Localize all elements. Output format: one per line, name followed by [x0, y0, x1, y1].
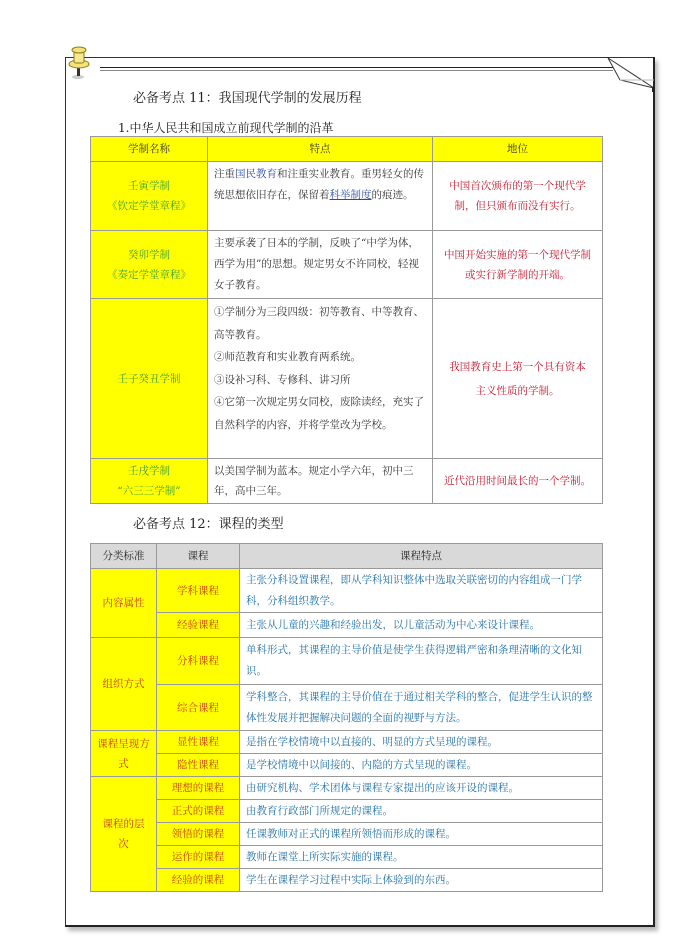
feature-text: 注重	[214, 168, 235, 180]
course-name: 显性课程	[157, 731, 240, 754]
system-name-cell	[91, 162, 208, 231]
course-name: 领悟的课程	[157, 823, 240, 846]
header-standard: 分类标准	[91, 544, 157, 569]
standard-cell: 课程的层次	[91, 777, 157, 892]
table-row	[91, 685, 603, 731]
section-11-title: 必备考点 11：我国现代学制的发展历程	[133, 91, 362, 106]
course-name: 理想的课程	[157, 777, 240, 800]
course-name: 综合课程	[157, 685, 240, 731]
table-row	[91, 754, 603, 777]
table-row	[91, 800, 603, 823]
header-characteristics: 课程特点	[240, 544, 603, 569]
system-name: 壬戌学制	[128, 465, 170, 477]
course-desc: 任课教师对正式的课程所领悟而形成的课程。	[240, 823, 603, 846]
course-name: 经验课程	[157, 613, 240, 638]
features-cell	[208, 162, 433, 231]
system-document: 《钦定学堂章程》	[107, 200, 191, 212]
table-row	[91, 846, 603, 869]
course-desc: 是学校情境中以间接的、内隐的方式呈现的课程。	[240, 754, 603, 777]
system-name: 壬子癸丑学制	[117, 372, 181, 385]
course-desc: 主张从儿童的兴趣和经验出发，以儿童活动为中心来设计课程。	[240, 613, 603, 638]
table-row	[91, 569, 603, 613]
position-cell: 中国开始实施的第一个现代学制或实行新学制的开端。	[433, 231, 603, 299]
table-row	[91, 777, 603, 800]
table-row	[91, 613, 603, 638]
standard-cell: 课程呈现方式	[91, 731, 157, 777]
feature-item: ②师范教育和实业教育两系统。	[214, 351, 361, 363]
header-course: 课程	[157, 544, 240, 569]
folded-corner-icon	[606, 54, 656, 92]
position-cell: 中国首次颁布的第一个现代学制，但只颁布而没有实行。	[433, 162, 603, 231]
table-row	[91, 459, 603, 504]
header-position: 地位	[433, 137, 603, 162]
table-header-row	[91, 137, 603, 162]
course-desc: 是指在学校情境中以直接的、明显的方式呈现的课程。	[240, 731, 603, 754]
standard-cell: 内容属性	[91, 569, 157, 638]
header-features: 特点	[208, 137, 433, 162]
feature-item: ④它第一次规定男女同校，废除读经，充实了自然科学的内容，并将学堂改为学校。	[214, 396, 424, 431]
header-system-name: 学制名称	[91, 137, 208, 162]
position-cell: 近代沿用时间最长的一个学制。	[433, 459, 603, 504]
top-rule-shadow	[100, 70, 613, 71]
feature-text: 和注重实业教育。重男轻女的传统思想依旧存在，保留着	[214, 168, 424, 201]
system-name-cell	[91, 231, 208, 299]
course-name: 隐性课程	[157, 754, 240, 777]
feature-text: 的痕迹。	[371, 189, 414, 201]
feature-item: ①学制分为三段四级：初等教育、中等教育、高等教育。	[214, 306, 424, 341]
position-cell: 我国教育史上第一个具有资本主义性质的学制。	[433, 299, 603, 459]
course-types-table	[90, 543, 603, 892]
school-system-table	[90, 136, 603, 504]
features-cell	[208, 299, 433, 459]
course-desc: 学生在课程学习过程中实际上体验到的东西。	[240, 869, 603, 892]
course-name: 运作的课程	[157, 846, 240, 869]
course-desc: 单科形式，其课程的主导价值是使学生获得逻辑严密和条理清晰的文化知识。	[240, 638, 603, 685]
course-name: 分科课程	[157, 638, 240, 685]
system-name: 癸卯学制	[128, 248, 170, 261]
pushpin-icon	[66, 44, 92, 80]
course-name: 正式的课程	[157, 800, 240, 823]
table-row	[91, 869, 603, 892]
top-rule	[100, 67, 613, 68]
standard-cell: 组织方式	[91, 638, 157, 731]
course-desc: 由研究机构、学术团体与课程专家提出的应该开设的课程。	[240, 777, 603, 800]
table-row	[91, 823, 603, 846]
table-row	[91, 299, 603, 459]
table-row	[91, 231, 603, 299]
course-desc: 教师在课堂上所实际实施的课程。	[240, 846, 603, 869]
system-nickname: “六三三学制”	[117, 485, 181, 497]
link-imperial-exam[interactable]: 科举制度	[329, 189, 372, 201]
course-desc: 学科整合，其课程的主导价值在于通过相关学科的整合，促进学生认识的整体性发展并把握解决问题的全面的视野与方法。	[240, 685, 603, 731]
table-row	[91, 731, 603, 754]
link-national-education[interactable]: 国民教育	[235, 168, 277, 180]
section-12-title: 必备考点 12：课程的类型	[133, 517, 284, 532]
course-name: 经验的课程	[157, 869, 240, 892]
features-cell: 以美国学制为蓝本。规定小学六年，初中三年，高中三年。	[208, 459, 433, 504]
table-row	[91, 638, 603, 685]
system-document: 《奏定学堂章程》	[107, 268, 191, 281]
section-11-subtitle: 1.中华人民共和国成立前现代学制的沿革	[118, 121, 334, 135]
feature-item: ③设补习科、专修科、讲习所	[214, 373, 351, 386]
system-name-cell	[91, 299, 208, 459]
table-row	[91, 162, 603, 231]
course-desc: 主张分科设置课程，即从学科知识整体中选取关联密切的内容组成一门学科，分科组织教学。	[240, 569, 603, 613]
features-cell: 主要承袭了日本的学制，反映了“中学为体，西学为用”的思想。规定男女不许同校，轻视女子教育。	[208, 231, 433, 299]
system-name: 壬寅学制	[128, 180, 170, 192]
system-name-cell	[91, 459, 208, 504]
course-name: 学科课程	[157, 569, 240, 613]
table-header-row	[91, 544, 603, 569]
course-desc: 由教育行政部门所规定的课程。	[240, 800, 603, 823]
